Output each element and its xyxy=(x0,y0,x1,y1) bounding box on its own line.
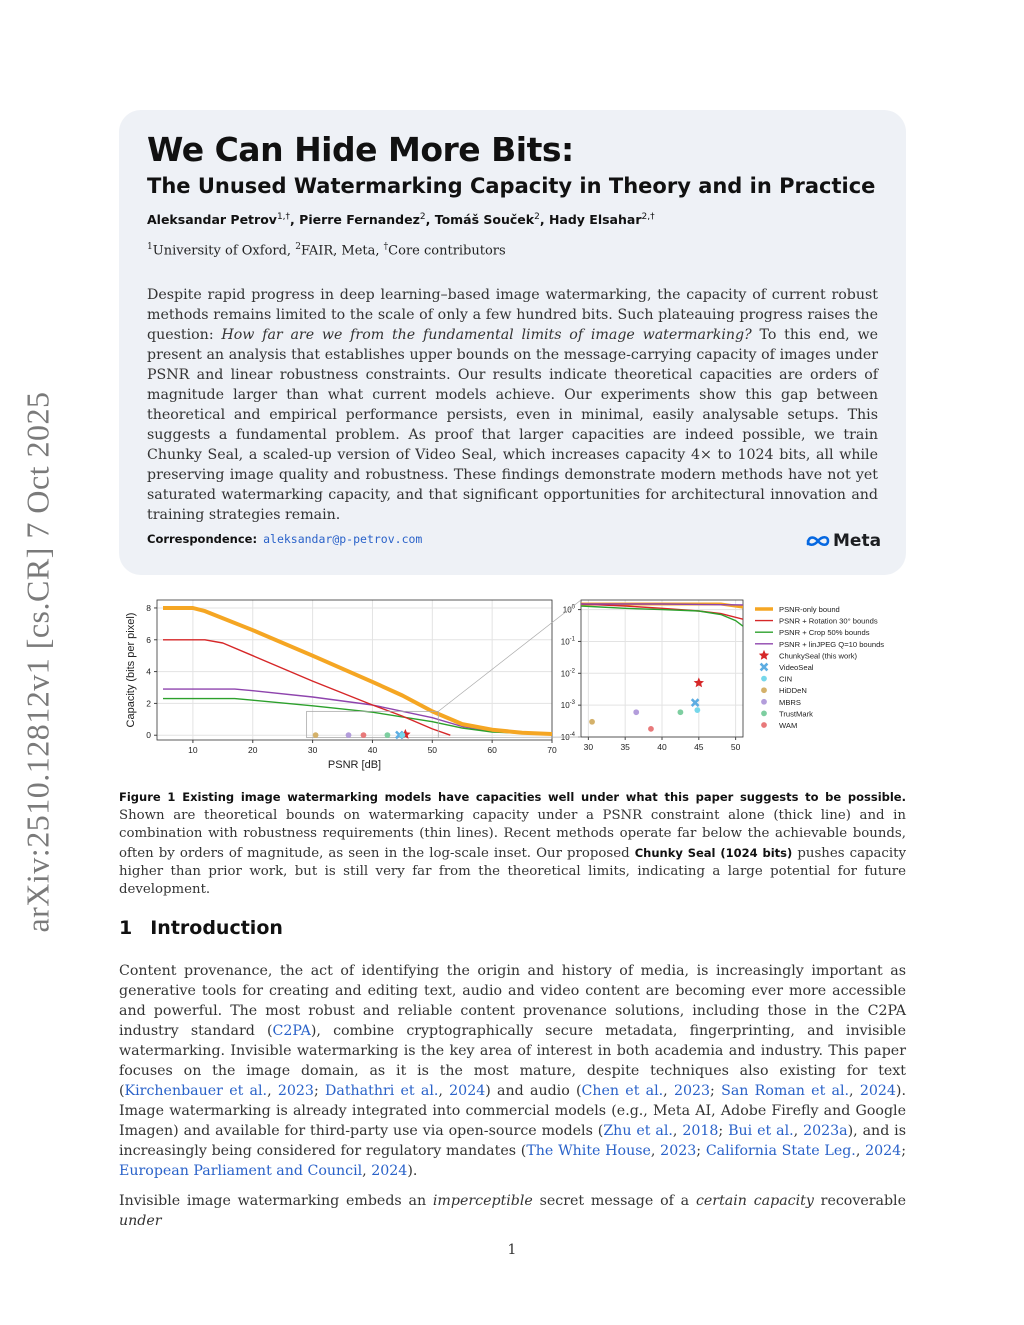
method-marker xyxy=(589,719,595,725)
citation-year-link[interactable]: 2023a xyxy=(803,1123,848,1139)
legend-label: MBRS xyxy=(779,697,801,707)
x-tick-label: 40 xyxy=(367,745,378,755)
meta-logo-text: Meta xyxy=(833,531,882,551)
x-tick-label: 40 xyxy=(657,742,667,752)
paragraph xyxy=(119,1191,906,1231)
citation-link[interactable]: C2PA xyxy=(272,1023,311,1039)
author-name: Aleksandar Petrov xyxy=(147,212,277,228)
citation-link[interactable]: Dathathri et al. xyxy=(324,1083,439,1099)
figure-legend xyxy=(755,605,884,730)
author-name: Hady Elsahar xyxy=(548,212,642,228)
abstract-text: Despite rapid progress in deep learning–based image watermarking, the capacity of current robust methods remains limited to the scale of only a few hundred bits. Such plateauing progress raises the question: xyxy=(147,287,878,343)
figure-caption xyxy=(119,788,906,899)
method-marker xyxy=(694,707,700,713)
paper-subtitle: The Unused Watermarking Capacity in Theory and in Practice xyxy=(147,174,876,198)
page-number: 1 xyxy=(507,1242,517,1258)
citation-year-link[interactable]: 2018 xyxy=(682,1123,719,1139)
affiliations xyxy=(147,242,506,258)
affiliation-marker: 1 xyxy=(147,242,153,252)
legend-label: WAM xyxy=(779,721,798,730)
method-marker xyxy=(313,732,319,738)
author-list: Aleksandar Petrov$^{1,\dagger}$, Pierre Fernandez$^2$, Tomáš Souček$^2$, Hady Elsahar$^{2,\dagger}$ xyxy=(147,212,655,228)
abstract-question: How far are we from the fundamental limits of image watermarking? xyxy=(221,327,752,343)
legend-label: ChunkySeal (this work) xyxy=(779,651,858,661)
correspondence xyxy=(147,532,422,547)
bound-line xyxy=(163,608,552,734)
log-inset-plot xyxy=(561,600,743,752)
paper-title: We Can Hide More Bits: xyxy=(147,130,574,169)
author-affiliation-marker: 2 xyxy=(419,212,426,222)
author-affiliation-marker: 2,† xyxy=(641,212,655,222)
legend-label: TrustMark xyxy=(779,709,813,719)
y-tick-label: 2 xyxy=(146,698,151,709)
y-axis-label: Capacity (bits per pixel) xyxy=(125,612,137,728)
x-tick-label: 30 xyxy=(307,745,318,755)
y-tick-label: 0 xyxy=(146,730,151,741)
text: ), combine cryptographically secure metadata, fingerprinting, and invisible watermarking. Invisible watermarking is the key area of interest in both academia and industry. This paper focuses on the image domain, as it is the most mature, despite techniques also existing for text ( xyxy=(119,1023,906,1099)
author-name: Pierre Fernandez xyxy=(299,212,420,228)
emphasis: under xyxy=(119,1213,162,1229)
method-marker xyxy=(399,732,405,738)
text: Content provenance, the act of identifying the origin and history of media, is increasingly important as generative tools for creating and editing text, audio and video content are becoming ever more accessible and powerful. The most robust and reliable content provenance solutions, including those in the C2PA industry standard ( xyxy=(119,963,906,1039)
plot-frame xyxy=(157,600,552,740)
y-tick-label: 8 xyxy=(146,602,151,613)
text: recoverable xyxy=(813,1193,906,1209)
citation-link[interactable]: Kirchenbauer et al. xyxy=(124,1083,268,1099)
text: ), and is increasingly being considered for regulatory mandates ( xyxy=(119,1123,906,1159)
caption-headline: Existing image watermarking models have capacities well under what this paper suggests to be possible. xyxy=(182,790,906,804)
citation-link[interactable]: Bui et al. xyxy=(728,1123,794,1139)
citation-link[interactable]: The White House xyxy=(526,1143,651,1159)
citation-link[interactable]: California State Leg. xyxy=(705,1143,856,1159)
text: Invisible image watermarking embeds an xyxy=(119,1193,433,1209)
y-tick-label: 6 xyxy=(146,634,151,645)
method-marker xyxy=(385,732,391,738)
caption-text: Shown are theoretical bounds on watermarking capacity under a PSNR constraint alone (thick line) and in combination with robustness requirements (thin lines). Recent methods operate far below the achievable bounds, often by orders of magnitude, as seen in the log-scale inset. Our proposed xyxy=(119,808,906,861)
y-tick-label: 4 xyxy=(146,666,151,677)
legend-label: VideoSeal xyxy=(779,663,814,672)
citation-year-link[interactable]: 2023 xyxy=(277,1083,314,1099)
text: ). Image watermarking is already integrated into commercial models (e.g., Meta AI, Adobe Firefly and Google Imagen) and available for third-party use via open-source models ( xyxy=(119,1083,906,1139)
legend-label: PSNR + Crop 50% bounds xyxy=(779,628,870,638)
text: secret message of a xyxy=(532,1193,696,1209)
chunkyseal-marker xyxy=(759,650,769,660)
y-tick-label: $10^0$ xyxy=(562,604,575,615)
x-tick-label: 50 xyxy=(730,742,741,752)
main-capacity-plot xyxy=(125,600,557,771)
text: ). xyxy=(407,1163,418,1179)
author-affiliation-marker: 1,† xyxy=(276,212,291,222)
abstract-text: To this end, we present an analysis that establishes upper bounds on the message-carrying capacity of images under PSNR and linear robustness constraints. Our results indicate theoretical capacities are orders of magnitude larger than what current models achieve. Our experiments show this gap between theoretical and empirical performance persists, even in minimal, easily analysable setups. This suggests a fundamental problem. As proof that larger capacities are indeed possible, we train Chunky Seal, a scaled-up version of Video Seal, which increases capacity 4× to 1024 bits, all while preserving image quality and robustness. These findings demonstrate modern methods have not yet saturated watermarking capacity, and that significant opportunities for architectural innovation and training strategies remain. xyxy=(147,327,878,523)
zoom-connector-line xyxy=(438,737,581,738)
y-tick-label: $10^{-3}$ xyxy=(560,700,575,711)
legend-label: PSNR + linJPEG Q=10 bounds xyxy=(779,639,885,649)
x-tick-label: 10 xyxy=(188,745,198,755)
x-tick-label: 70 xyxy=(547,745,557,755)
paragraph: Content provenance, the act of identifying the origin and history of media, is increasingly important as generative tools for creating and editing text, audio and video content are becoming ever more accessible and powerful. The most robust and reliable content provenance solutions, including those in the C2PA industry standard (C2PA), combine cryptographically secure metadata, fingerprinting, and invisible watermarking. Invisible watermarking is the key area of interest in both academia and industry. This paper focuses on the image domain, as it is the most mature, despite techniques also existing for text (Kirchenbauer et al., 2023; Dathathri et al., 2024) and audio (Chen et al., 2023; San Roman et al., 2024). Image watermarking is already integrated into commercial models (e.g., Meta AI, Adobe Firefly and Google Imagen) and available for third-party use via open-source models (Zhu et al., 2018; Bui et al., 2023a), and is increasingly being considered for regulatory mandates (The White House, 2023; California State Leg., 2024; European Parliament and Council, 2024). xyxy=(119,963,906,1179)
method-marker xyxy=(648,726,654,732)
affiliation: FAIR, Meta, xyxy=(300,243,380,259)
legend-label: CIN xyxy=(779,674,793,684)
emphasis: certain capacity xyxy=(695,1193,814,1209)
text: ) and audio ( xyxy=(485,1083,582,1099)
abstract xyxy=(147,285,878,525)
section-title: Introduction xyxy=(150,917,283,939)
emphasis: imperceptible xyxy=(432,1193,533,1209)
citation-link[interactable]: Zhu et al. xyxy=(603,1123,673,1139)
method-marker xyxy=(761,699,767,705)
citation-year-link[interactable]: 2023 xyxy=(673,1083,711,1099)
citation-link[interactable]: European Parliament and Council xyxy=(119,1163,363,1179)
affiliation: University of Oxford, xyxy=(152,243,292,259)
x-axis-label: PSNR [dB] xyxy=(327,759,382,771)
method-marker xyxy=(761,676,767,682)
affiliation-marker: † xyxy=(383,242,389,252)
legend-label: HiDDeN xyxy=(779,686,807,696)
y-tick-label: $10^{-2}$ xyxy=(560,668,575,679)
caption-highlight: Chunky Seal (1024 bits) xyxy=(634,845,793,860)
x-tick-label: 30 xyxy=(583,742,594,752)
x-tick-label: 20 xyxy=(248,745,258,755)
method-marker xyxy=(633,709,639,715)
author-name: Tomáš Souček xyxy=(434,212,535,228)
method-marker xyxy=(761,687,767,693)
x-tick-label: 60 xyxy=(487,745,497,755)
meta-infinity-icon xyxy=(806,534,830,548)
affiliation: Core contributors xyxy=(388,243,506,259)
legend-label: PSNR + Rotation 30° bounds xyxy=(779,616,878,626)
x-tick-label: 50 xyxy=(427,745,438,755)
legend-label: PSNR-only bound xyxy=(779,605,840,614)
citation-link[interactable]: San Roman et al. xyxy=(721,1083,850,1099)
section-heading xyxy=(119,917,301,939)
correspondence-email-link[interactable]: aleksandar@p-petrov.com xyxy=(263,532,423,546)
citation-year-link[interactable]: 2024 xyxy=(371,1163,408,1179)
citation-year-link[interactable]: 2024 xyxy=(859,1083,896,1099)
section-number: 1 xyxy=(119,917,133,939)
figure-1 xyxy=(119,592,906,772)
method-marker xyxy=(761,722,767,728)
zoom-connector xyxy=(438,600,581,738)
citation-year-link[interactable]: 2024 xyxy=(865,1143,902,1159)
videoseal-marker xyxy=(761,664,768,671)
method-marker xyxy=(678,709,684,715)
meta-logo xyxy=(806,530,881,552)
author-affiliation-marker: 2 xyxy=(534,212,540,222)
caption-text: pushes capacity higher than prior work, but is still very far from the theoretical limits, indicating a large potential for future development. xyxy=(119,845,906,898)
citation-year-link[interactable]: 2024 xyxy=(449,1083,486,1099)
zoom-connector-line xyxy=(438,600,581,711)
x-tick-label: 45 xyxy=(694,742,704,752)
y-tick-label: $10^{-1}$ xyxy=(560,636,575,647)
affiliation-marker: 2 xyxy=(295,242,301,252)
y-tick-label: $10^{-4}$ xyxy=(560,732,575,742)
correspondence-label: Correspondence: xyxy=(147,532,258,546)
method-marker xyxy=(361,732,367,738)
caption-label: Figure 1 xyxy=(119,790,176,804)
method-marker xyxy=(346,732,352,738)
arxiv-identifier: arXiv:2510.12812v1 [cs.CR] 7 Oct 2025 xyxy=(19,391,56,933)
x-tick-label: 35 xyxy=(620,742,630,752)
introduction-body xyxy=(119,961,906,1241)
citation-link[interactable]: Chen et al. xyxy=(581,1083,664,1099)
method-marker xyxy=(761,711,767,717)
citation-year-link[interactable]: 2023 xyxy=(660,1143,697,1159)
